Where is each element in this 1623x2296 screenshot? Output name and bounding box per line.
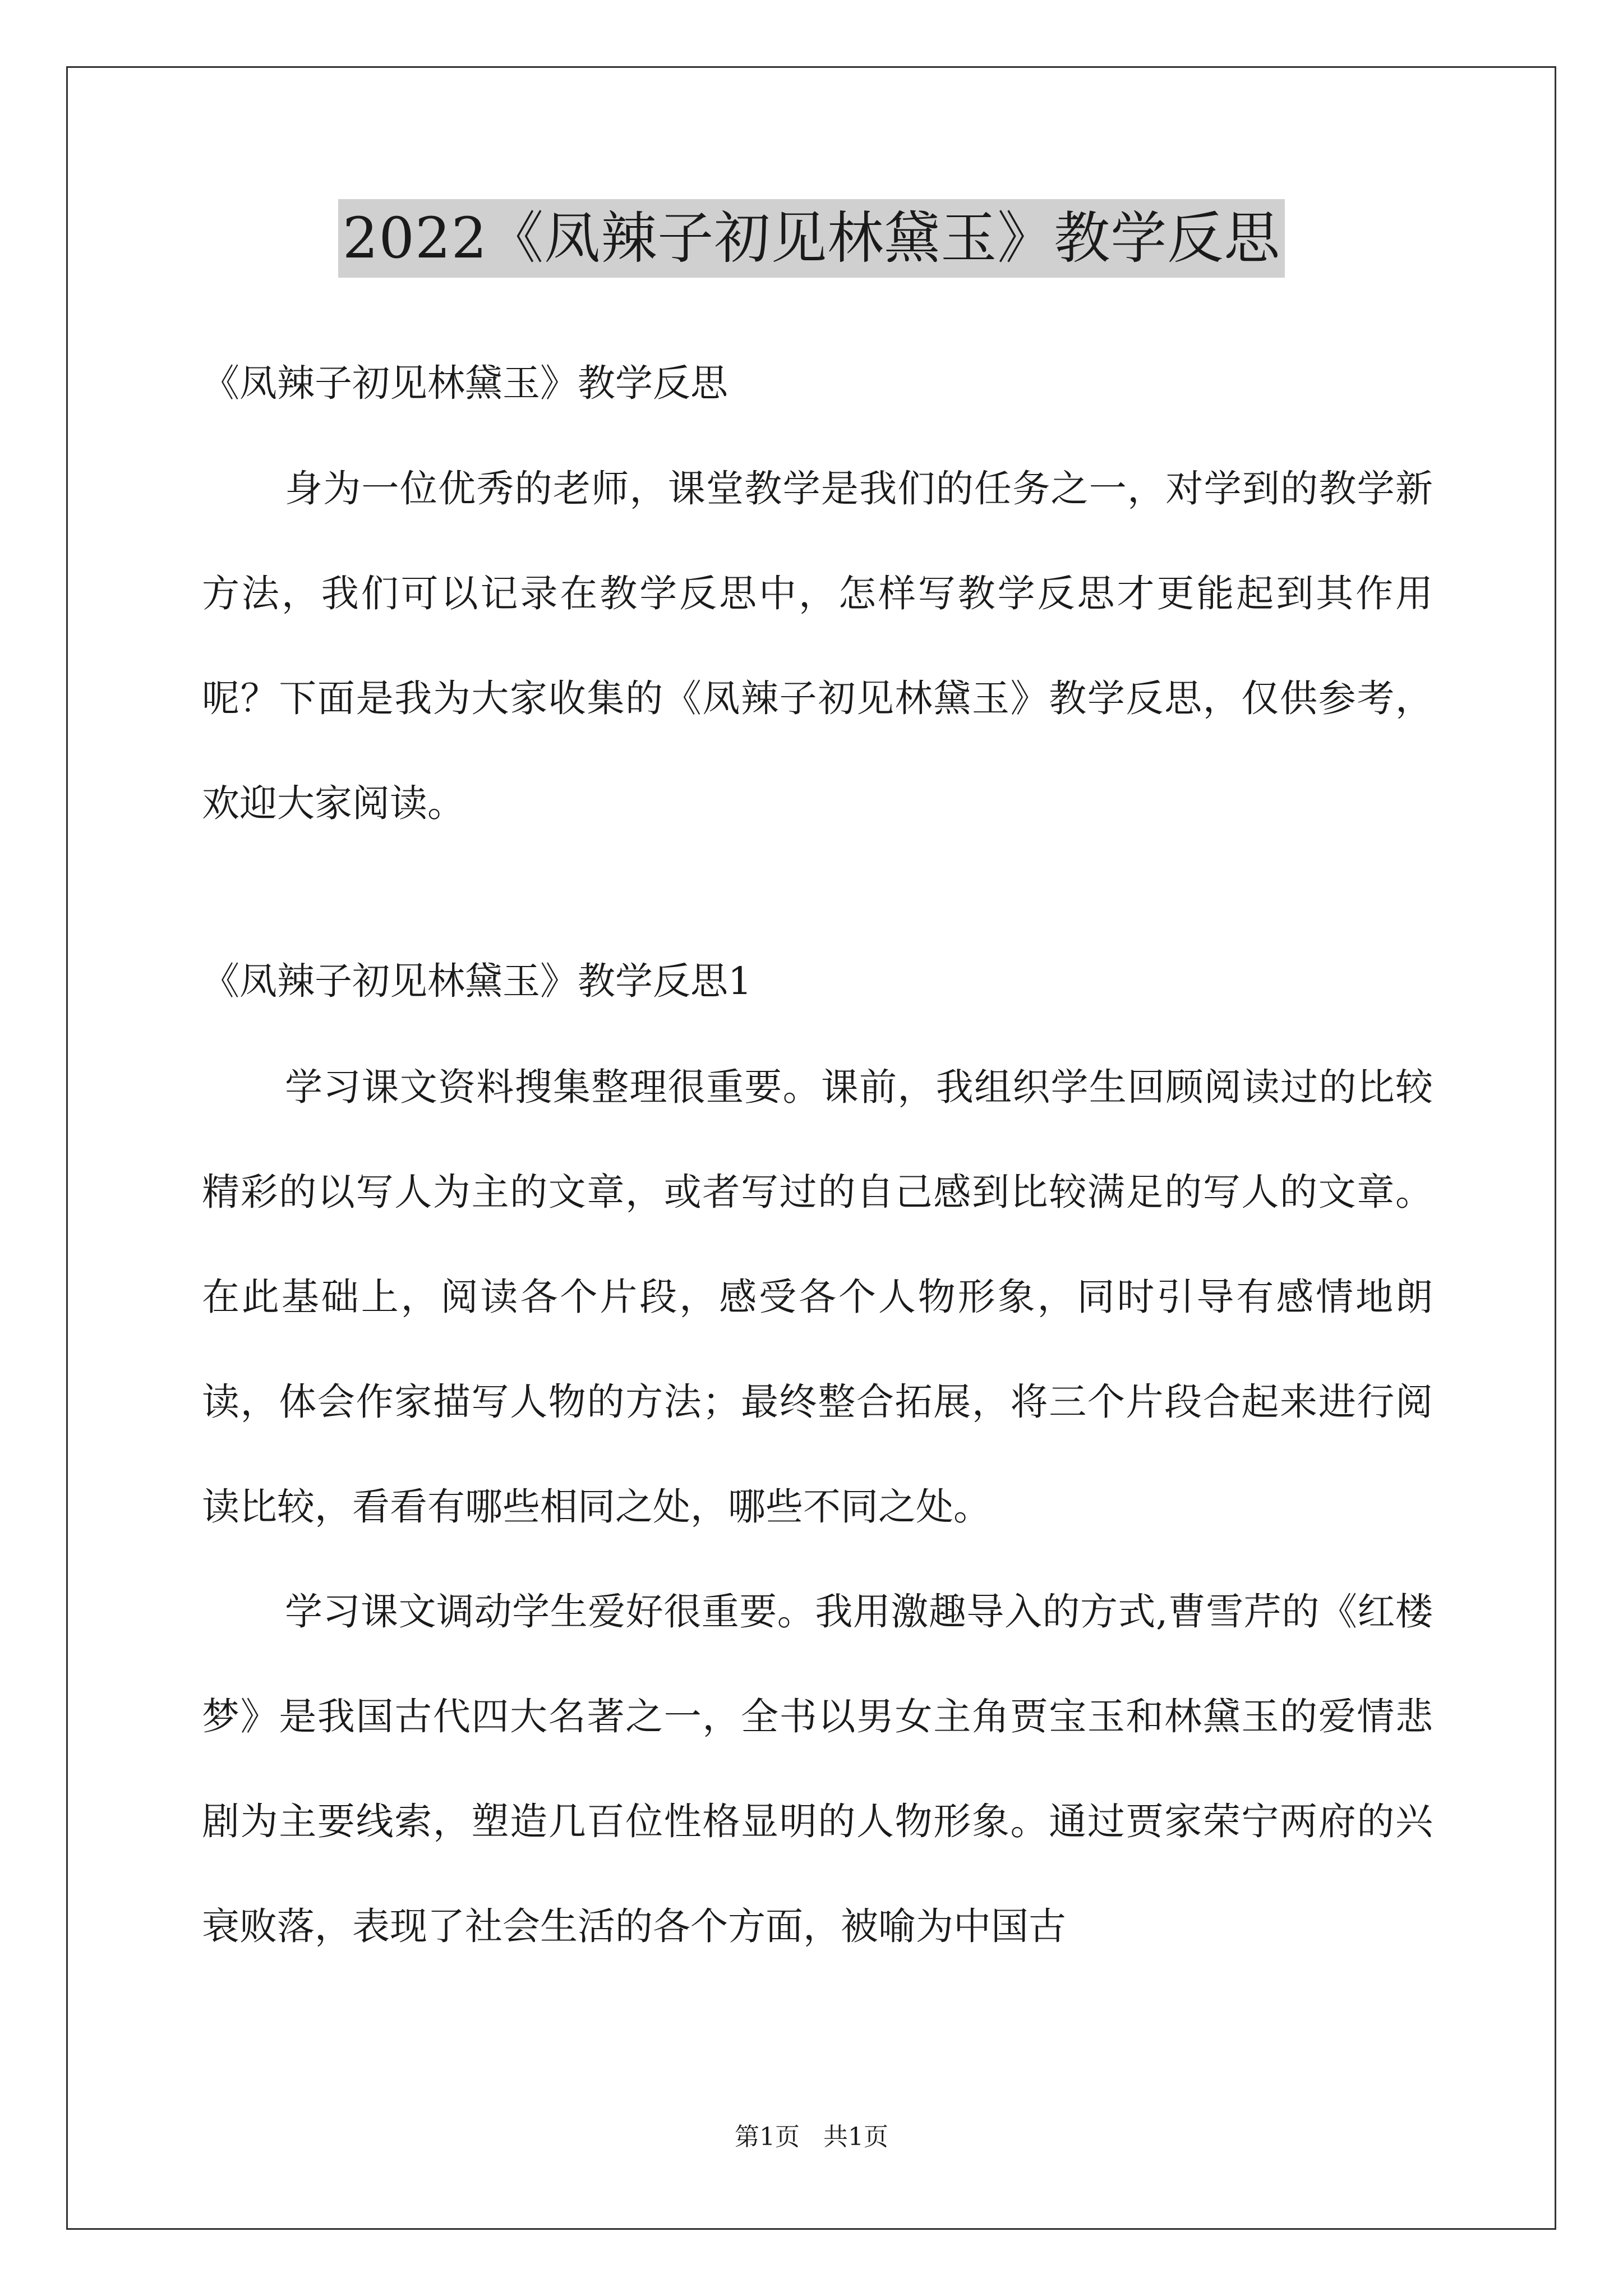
page-total: 共1页 xyxy=(823,2123,888,2151)
section-1-paragraph-1: 学习课文资料搜集整理很重要。课前，我组织学生回顾阅读过的比较精彩的以写人为主的文章，或者写过的自己感到比较满足的写人的文章。在此基础上，阅读各个片段，感受各个人物形象，同时引导有感情地朗读，体会作家描写人物的方法；最终整合拓展，将三个片段合起来进行阅读比较，看看有哪些相同之处，哪些不同之处。 xyxy=(202,1065,1433,1529)
document-subtitle: 《凤辣子初见林黛玉》教学反思 xyxy=(202,361,728,405)
section-1-paragraph-2: 学习课文调动学生爱好很重要。我用激趣导入的方式,曹雪芹的《红楼梦》是我国古代四大名著之一，全书以男女主角贾宝玉和林黛玉的爱情悲剧为主要线索，塑造几百位性格显明的人物形象。通过贾家荣宁两府的兴衰败落，表现了社会生活的各个方面，被喻为中国古 xyxy=(202,1590,1433,1948)
document-title: 2022《凤辣子初见林黛玉》教学反思 xyxy=(338,199,1285,278)
page-number: 第1页 xyxy=(735,2123,800,2151)
section-1-heading: 《凤辣子初见林黛玉》教学反思1 xyxy=(202,959,752,1003)
title-container xyxy=(0,199,1623,278)
intro-paragraph: 身为一位优秀的老师，课堂教学是我们的任务之一，对学到的教学新方法，我们可以记录在教学反思中，怎样写教学反思才更能起到其作用呢？下面是我为大家收集的《凤辣子初见林黛玉》教学反思，仅供参考，欢迎大家阅读。 xyxy=(202,467,1433,825)
page-footer xyxy=(0,2120,1623,2154)
